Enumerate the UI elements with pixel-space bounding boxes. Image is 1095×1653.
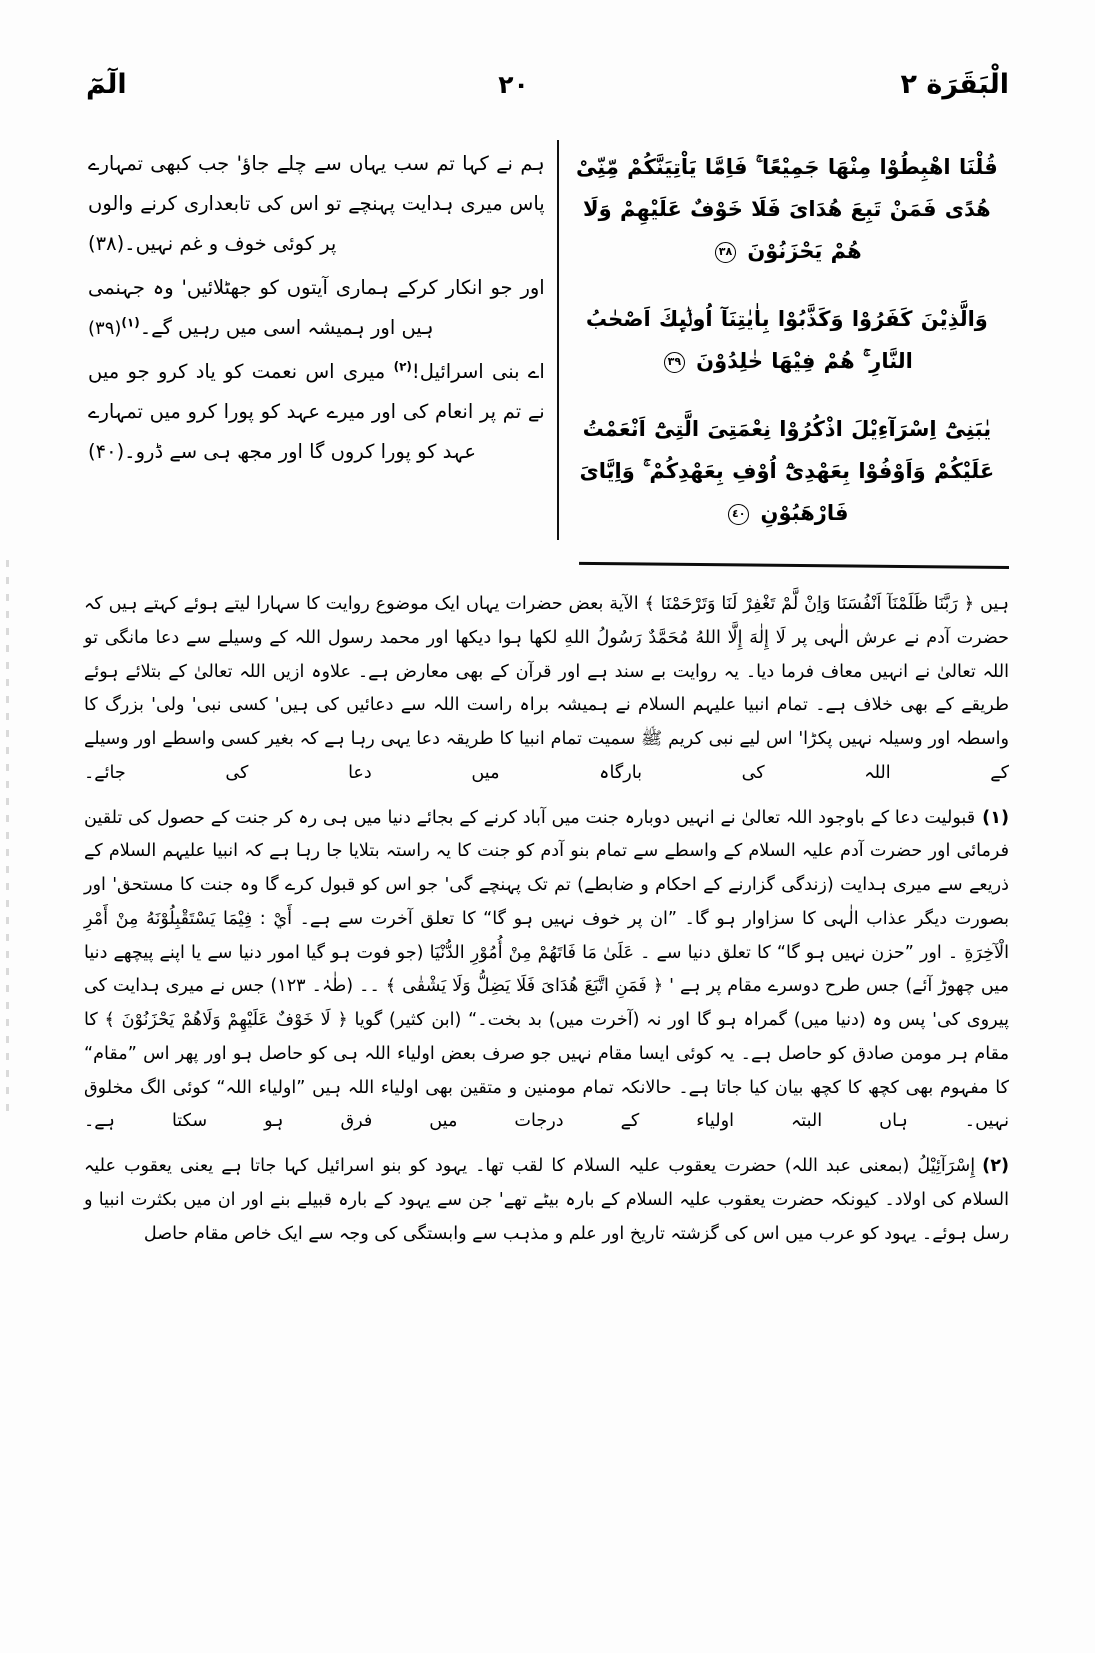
commentary-paragraph-intro — [84, 588, 1009, 791]
verse-translation-block — [86, 140, 1009, 540]
ayah-39 — [569, 298, 1005, 382]
page-number: ٢٠ — [498, 69, 529, 99]
scan-edge-artifact — [6, 560, 9, 1120]
footnote-2-text: إِسْرَآئِيْلُ (بمعنی عبد اللہ) حضرت یعقوب علیہ السلام کا لقب تھا۔ یہود کو بنو اسرائیل کہا جاتا ہے یعنی یعقوب علیہ السلام کی اولاد۔ کیونکہ حضرت یعقوب علیہ السلام کے بارہ بیٹے تھے' جن سے یہود کے بارہ قبیلے بنے اور ان میں بکثرت انبیا و رسل ہوئے۔ یہود کو عرب میں اس کی گزشتہ تاریخ اور علم و مذہب سے وابستگی کی وجہ سے ایک خاص مقام حاصل — [84, 1156, 1009, 1244]
translation-39-number: (۳۹) — [88, 317, 122, 339]
commentary-body — [84, 588, 1009, 1633]
ayah-40 — [569, 408, 1005, 534]
urdu-translation-column — [86, 140, 557, 540]
ayah-39-text: وَالَّذِيْنَ كَفَرُوْا وَكَذَّبُوْا بِاٰيٰتِنَآ اُولٰۤىِٕكَ اَصْحٰبُ النَّارِ ۚ هُمْ فِيْهَا خٰلِدُوْنَ — [585, 307, 988, 373]
translation-39-footnote-marker: (١) — [121, 315, 140, 330]
translation-40-footnote-marker: (٢) — [393, 359, 412, 374]
commentary-intro-text: ہیں ﴿ رَبَّنَا ظَلَمْنَآ اَنْفُسَنَا وَاِنْ لَّمْ تَغْفِرْ لَنَا وَتَرْحَمْنَا ﴾ الآية بعض حضرات یہاں ایک موضوع روایت کا سہارا لیتے ہوئے کہتے ہیں کہ حضرت آدم نے عرش الٰہی پر لَا إِلٰهَ إِلَّا اللهُ مُحَمَّدٌ رَسُولُ اللهِ لکھا ہوا دیکھا اور محمد رسول اللہ کے وسیلے سے دعا مانگی تو اللہ تعالیٰ نے انہیں معاف فرما دیا۔ یہ روایت بے سند ہے اور قرآن کے بھی معارض ہے۔ علاوہ ازیں اللہ تعالیٰ کے بتلائے ہوئے طریقے کے بھی خلاف ہے۔ تمام انبیا علیہم السلام نے ہمیشہ براہ راست اللہ سے دعائیں کی ہیں' کسی نبی' ولی' بزرگ کا واسطہ اور وسیلہ نہیں پکڑا' اس لیے نبی کریم ﷺ سمیت تمام انبیا کا طریقہ دعا یہی رہا ہے کہ بغیر کسی واسطے اور وسیلے کے اللہ کی بارگاہ میں دعا کی جائے۔ — [84, 594, 1009, 783]
ayah-38-number: ٣٨ — [715, 242, 736, 263]
header-surah-label: الْبَقَرَة ٢ — [900, 68, 1009, 100]
section-divider-rule — [579, 562, 1009, 569]
ayah-40-number: ٤٠ — [728, 504, 749, 525]
translation-38-text: ہم نے کہا تم سب یہاں سے چلے جاؤ' جب کبھی تمہارے پاس میری ہدایت پہنچے تو اس کی تابعداری کرنے والوں پر کوئی خوف و غم نہیں۔(۳۸) — [88, 152, 545, 255]
translation-39-text: اور جو انکار کرکے ہماری آیتوں کو جھٹلائیں' وہ جہنمی ہیں اور ہمیشہ اسی میں رہیں گے۔ — [88, 275, 545, 339]
translation-40-text-after: میری اس نعمت کو یاد کرو جو میں نے تم پر انعام کی اور میرے عہد کو پورا کرو میں تمہارے عہد کو پورا کروں گا اور مجھ ہی سے ڈرو۔(۴۰) — [88, 359, 545, 463]
page-header — [86, 58, 1009, 110]
ayah-38-text: قُلْنَا اهْبِطُوْا مِنْهَا جَمِيْعًا ۚ فَاِمَّا يَاْتِيَنَّكُمْ مِّنِّىْ هُدًى فَمَنْ تَبِعَ هُدَاىَ فَلَا خَوْفٌ عَلَيْهِمْ وَلَا هُمْ يَحْزَنُوْنَ — [576, 155, 998, 263]
ayah-38 — [569, 146, 1005, 272]
commentary-footnote-2 — [84, 1150, 1009, 1251]
translation-40 — [88, 352, 545, 472]
footnote-2-marker: (٢) — [982, 1156, 1009, 1177]
translation-39 — [88, 268, 545, 348]
ayah-39-number: ٣٩ — [664, 352, 685, 373]
footnote-1-text: قبولیت دعا کے باوجود اللہ تعالیٰ نے انہیں دوبارہ جنت میں آباد کرنے کے بجائے دنیا میں ہی رہ کر جنت کے حصول کی تلقین فرمائی اور حضرت آدم علیہ السلام کے واسطے سے تمام بنو آدم کو جنت کا یہ راستہ بتلایا جا رہا ہے کہ انبیا علیہم السلام کے ذریعے سے میری ہدایت (زندگی گزارنے کے احکام و ضابطے) تم تک پہنچے گی' جو اس کو قبول کرے گا وہ جنت کا مستحق' اور بصورت دیگر عذاب الٰہی کا سزاوار ہو گا۔ ”ان پر خوف نہیں ہو گا“ کا تعلق آخرت سے ہے۔ أَيْ : فِيْمَا يَسْتَقْبِلُوْنَهُ مِنْ أَمْرِ الْآخِرَةِ ۔ اور ”حزن نہیں ہو گا“ کا تعلق دنیا سے ۔ عَلَىٰ مَا فَاتَهُمْ مِنْ أُمُوْرِ الدُّنْيَا (جو فوت ہو گیا امور دنیا سے یا اپنے پیچھے دنیا میں چھوڑ آئے) جس طرح دوسرے مقام پر ہے ' ﴿ فَمَنِ اتَّبَعَ هُدَاىَ فَلَا يَضِلُّ وَلَا يَشْقٰى ﴾ ۔۔ (طٰہٰ۔ ١٢٣) جس نے میری ہدایت کی پیروی کی' پس وہ (دنیا میں) گمراہ ہو گا اور نہ (آخرت میں) بد بخت۔“ (ابن کثیر) گویا ﴿ لَا خَوْفٌ عَلَيْهِمْ وَلَاهُمْ يَحْزَنُوْنَ ﴾ کا مقام ہر مومن صادق کو حاصل ہے۔ یہ کوئی ایسا مقام نہیں جو صرف بعض اولیاء اللہ ہی کو حاصل ہو اور پھر اس ”مقام“ کا مفہوم بھی کچھ کا کچھ بیان کیا جاتا ہے۔ حالانکہ تمام مومنین و متقین بھی اولیاء اللہ ہیں ”اولیاء اللہ“ کوئی الگ مخلوق نہیں۔ ہاں البتہ اولیاء کے درجات میں فرق ہو سکتا ہے۔ — [84, 807, 1009, 1132]
header-juz-label: الٓمٓ — [86, 68, 127, 100]
translation-40-text-before: اے بنی اسرائیل! — [411, 359, 545, 383]
arabic-verse-column — [557, 140, 1009, 540]
translation-38 — [88, 144, 545, 264]
ayah-40-text: يٰبَنِىْٓ اِسْرَآءِيْلَ اذْكُرُوْا نِعْمَتِىَ الَّتِىْٓ اَنْعَمْتُ عَلَيْكُمْ وَاَوْفُوْا بِعَهْدِىْٓ اُوْفِ بِعَهْدِكُمْ ۚ وَاِيَّاىَ فَارْهَبُوْنِ — [579, 417, 995, 525]
footnote-1-marker: (١) — [982, 807, 1009, 828]
commentary-footnote-1 — [84, 802, 1009, 1140]
